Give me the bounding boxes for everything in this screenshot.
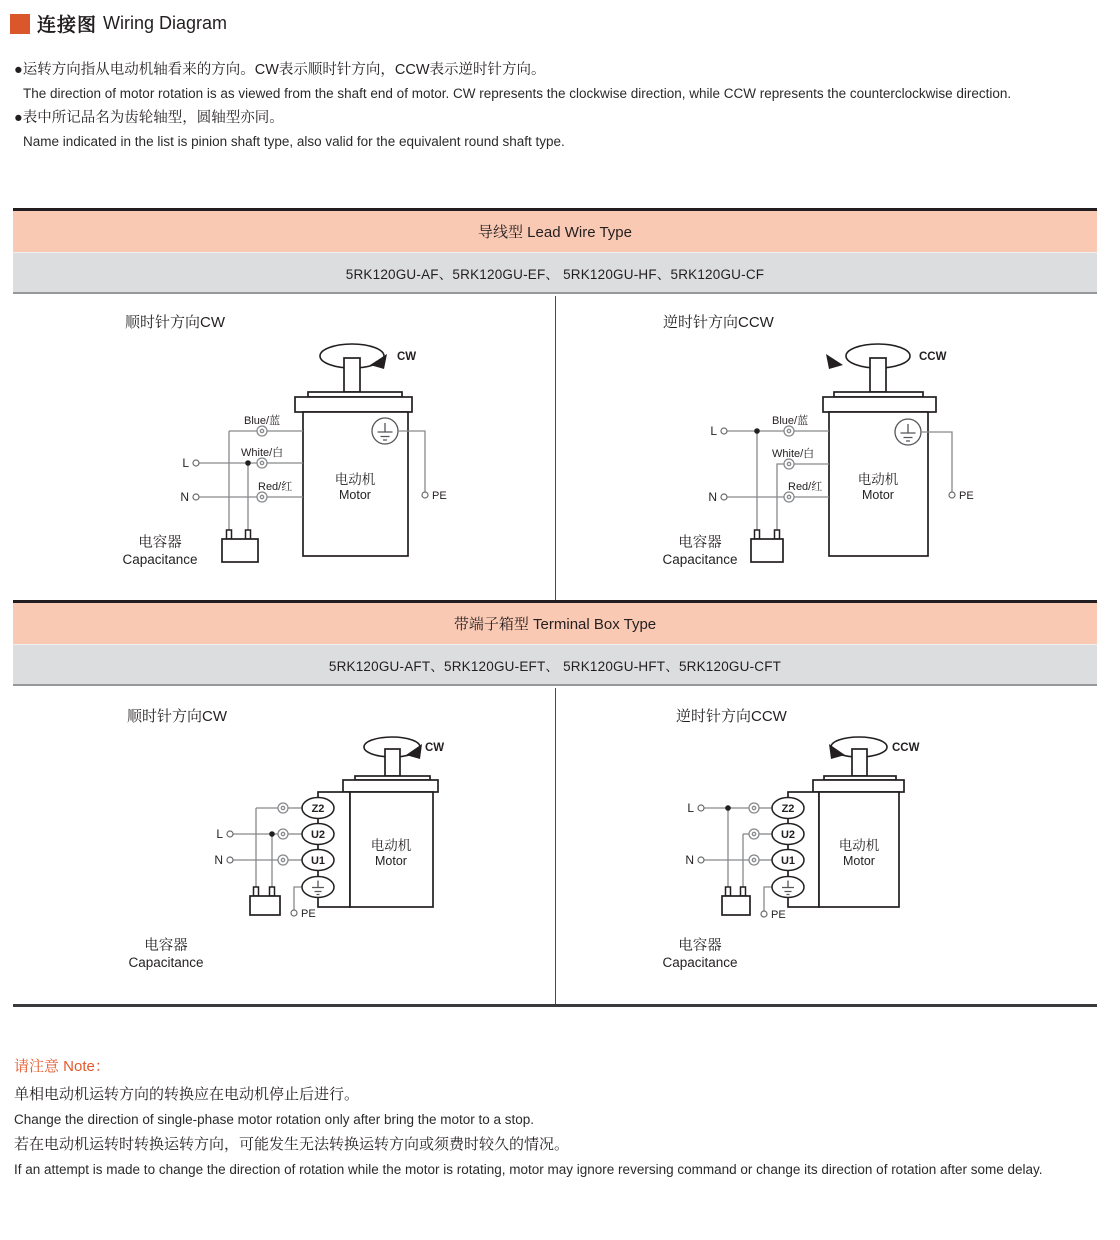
note-1-zh: 单相电动机运转方向的转换应在电动机停止后进行。 <box>14 1086 360 1103</box>
leadwire-ccw-cell <box>555 296 1096 600</box>
direction-label-ccw: 逆时针方向CCW <box>663 314 774 331</box>
terminalbox-table-header <box>13 600 1097 686</box>
l-label: L <box>687 801 694 815</box>
capacitor-body <box>751 539 783 562</box>
z2-label: Z2 <box>781 803 795 815</box>
motor-body-group <box>823 392 936 556</box>
rotation-text: CW <box>397 351 417 363</box>
z2-label: Z2 <box>311 803 325 815</box>
pe-label: PE <box>959 490 974 502</box>
junction-dot <box>245 460 251 466</box>
capacitor-body <box>722 896 750 915</box>
wire-terminals <box>193 426 267 502</box>
junction-dot <box>725 805 731 811</box>
leadwire-ccw-diagram <box>556 296 1097 600</box>
note-1-en: Change the direction of single-phase motor rotation only after bring the motor to a stop. <box>14 1112 535 1127</box>
capacitor-label-zh: 电容器 <box>138 535 182 551</box>
capacitor-label-en: Capacitance <box>128 955 204 970</box>
capacitor-label-zh: 电容器 <box>678 535 722 551</box>
intro-bullet-2-en: Name indicated in the list is pinion shaft type, also valid for the equivalent round shaft type. <box>23 134 565 149</box>
n-terminal <box>193 494 199 500</box>
wire-labels <box>708 413 822 504</box>
motor-rotation-ccw <box>829 737 920 776</box>
motor-label-en: Motor <box>339 488 371 502</box>
rotation-text: CCW <box>919 351 947 363</box>
red-wire-label: Red/红 <box>788 481 823 493</box>
wiring <box>727 428 829 530</box>
capacitor-label-en: Capacitance <box>662 552 738 567</box>
motor-rotation-cw <box>364 737 444 776</box>
motor-label-zh: 电动机 <box>370 838 412 853</box>
l-terminal <box>193 460 199 466</box>
capacitor-label-zh: 电容器 <box>678 938 722 954</box>
terminalbox-ccw-diagram <box>556 688 1097 1004</box>
motor-shaft <box>344 358 360 392</box>
motor-shaft <box>852 749 867 776</box>
rotation-text: CW <box>425 742 445 754</box>
u1-label: U1 <box>310 855 326 867</box>
terminalbox-models: 5RK120GU-AFT、5RK120GU-EFT、 5RK120GU-HFT、5RK120GU-CFT <box>13 645 1097 686</box>
l-terminal <box>721 428 727 434</box>
l-terminal <box>227 831 233 837</box>
wiring <box>233 808 302 910</box>
red-wire-label: Red/红 <box>258 481 293 493</box>
capacitor-body <box>222 539 258 562</box>
white-wire-label: White/白 <box>772 448 815 460</box>
pe-terminal <box>422 492 428 498</box>
motor-label-zh: 电动机 <box>857 472 899 487</box>
bottom-note <box>14 1056 1106 1182</box>
motor-shaft <box>870 358 886 392</box>
motor-label-en: Motor <box>862 488 894 502</box>
n-terminal <box>698 857 704 863</box>
white-wire-label: White/白 <box>241 447 284 459</box>
motor-label-en: Motor <box>375 854 407 868</box>
wiring <box>704 805 772 911</box>
capacitor-label-en: Capacitance <box>662 955 738 970</box>
title-square-icon <box>10 14 30 34</box>
motor-body-group <box>788 776 904 907</box>
direction-label-cw: 顺时针方向CW <box>125 314 225 331</box>
motor-label-zh: 电动机 <box>334 472 376 487</box>
note-title: 请注意 Note： <box>14 1058 110 1075</box>
rotation-text: CCW <box>892 742 920 754</box>
direction-label-cw: 顺时针方向CW <box>127 708 227 725</box>
rotation-arrow-icon <box>370 354 387 369</box>
note-2-zh: 若在电动机运转时转换运转方向，可能发生无法转换运转方向或须费时较久的情况。 <box>14 1136 570 1153</box>
motor-label-zh: 电动机 <box>838 838 880 853</box>
terminalbox-diagrams <box>13 688 1097 1007</box>
note-2-en: If an attempt is made to change the direction of rotation while the motor is rotating, motor may ignore reversing command or change its direction of rotation after some delay. <box>14 1162 1043 1177</box>
page-title-zh: 连接图 <box>37 15 98 36</box>
blue-wire-label: Blue/蓝 <box>244 415 281 427</box>
motor-label-en: Motor <box>843 854 875 868</box>
intro-bullet-1-zh: ●运转方向指从电动机轴看来的方向。CW表示顺时针方向，CCW表示逆时针方向。 <box>14 62 546 78</box>
pe-label: PE <box>771 909 786 921</box>
leadwire-models: 5RK120GU-AF、5RK120GU-EF、 5RK120GU-HF、5RK120GU-CF <box>13 253 1097 294</box>
capacitor-body <box>250 896 280 915</box>
n-label: N <box>214 853 223 867</box>
pe-label: PE <box>301 908 316 920</box>
motor-rotation-ccw <box>826 344 947 392</box>
capacitor-label-zh: 电容器 <box>144 938 188 954</box>
terminalbox-ccw-cell <box>555 688 1096 1004</box>
l-terminal <box>698 805 704 811</box>
capacitor <box>122 530 258 567</box>
junction-dot <box>269 831 275 837</box>
motor-body-group <box>318 776 438 907</box>
page-title <box>10 10 227 37</box>
n-label: N <box>180 490 189 504</box>
l-label: L <box>182 456 189 470</box>
capacitor <box>662 530 783 567</box>
u2-label: U2 <box>780 829 796 841</box>
motor-shaft <box>385 749 400 776</box>
direction-label-ccw: 逆时针方向CCW <box>676 708 787 725</box>
l-label: L <box>216 827 223 841</box>
page-title-en: Wiring Diagram <box>103 13 228 33</box>
capacitor <box>128 887 280 970</box>
n-terminal <box>227 857 233 863</box>
leadwire-table-header <box>13 208 1097 294</box>
rotation-arrow-icon <box>829 744 845 759</box>
leadwire-cw-cell <box>13 296 555 600</box>
leadwire-type-header: 导线型 Lead Wire Type <box>13 211 1097 253</box>
motor-rotation-cw <box>320 344 416 392</box>
pe-terminal <box>949 492 955 498</box>
terminalbox-cw-diagram <box>13 688 555 1004</box>
capacitor-label-en: Capacitance <box>122 552 198 567</box>
capacitor <box>662 887 750 970</box>
wire-labels <box>180 413 292 504</box>
leadwire-diagrams <box>13 296 1097 600</box>
n-label: N <box>685 853 694 867</box>
motor-body-group <box>295 392 412 556</box>
blue-wire-label: Blue/蓝 <box>772 415 809 427</box>
rotation-arrow-icon <box>406 744 422 759</box>
intro-bullet-2-zh: ●表中所记品名为齿轮轴型，圆轴型亦同。 <box>14 110 284 126</box>
leadwire-cw-diagram <box>13 296 555 600</box>
n-label: N <box>708 490 717 504</box>
u1-label: U1 <box>780 855 796 867</box>
pe-label: PE <box>432 490 447 502</box>
intro-bullet-1-en: The direction of motor rotation is as viewed from the shaft end of motor. CW represents the clockwise direction, while CCW represents the counterclockwise direction. <box>23 86 1012 101</box>
intro-notes <box>14 58 1106 154</box>
junction-dot <box>754 428 760 434</box>
rotation-arrow-icon <box>826 354 843 369</box>
n-terminal <box>721 494 727 500</box>
l-label: L <box>710 424 717 438</box>
u2-label: U2 <box>310 829 326 841</box>
terminalbox-type-header: 带端子箱型 Terminal Box Type <box>13 603 1097 645</box>
pe-terminal <box>761 911 767 917</box>
terminalbox-cw-cell <box>13 688 555 1004</box>
pe-terminal <box>291 910 297 916</box>
